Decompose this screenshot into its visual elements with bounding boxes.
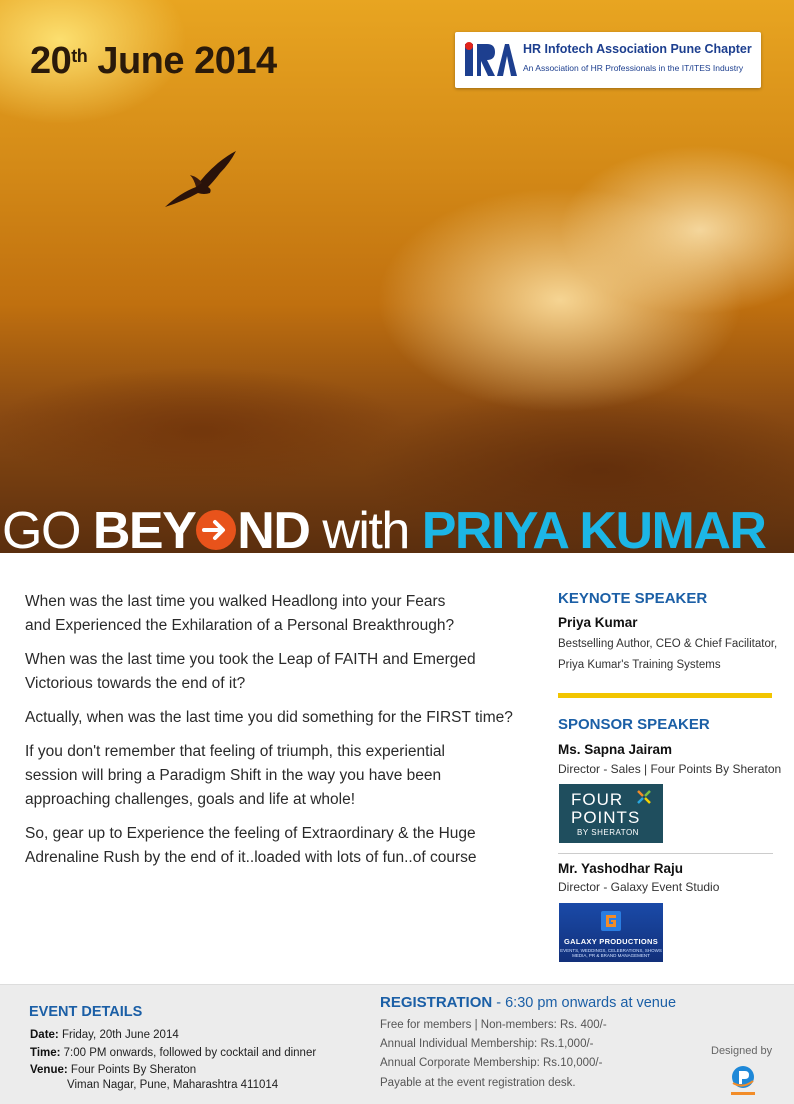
paragraph: When was the last time you walked Headlong into your Fears and Experienced the Exhilaration of a Personal Breakthrough?	[25, 593, 455, 634]
event-time-line: Time: 7:00 PM onwards, followed by cocktail and dinner	[30, 1047, 317, 1059]
paragraph: When was the last time you took the Leap of FAITH and Emerged Victorious towards the end of it?	[25, 651, 476, 692]
sponsor1-desc: Director - Sales | Four Points By Sheraton	[558, 762, 782, 776]
keynote-desc: Bestselling Author, CEO & Chief Facilitator, Priya Kumar's Training Systems	[558, 638, 778, 671]
galaxy-productions-logo: GALAXY PRODUCTIONS EVENTS, WEDDINGS, CELEBRATIONS, SHOWS MEDIA, PR & BRAND MANAGEMENT	[559, 903, 663, 962]
org-tagline: An Association of HR Professionals in the IT/ITES Industry	[523, 63, 744, 73]
event-venue-address: Viman Nagar, Pune, Maharashtra 411014	[67, 1079, 279, 1091]
four-points-logo: FOUR POINTS BY SHERATON	[559, 784, 663, 843]
divider	[558, 853, 773, 854]
event-date-line: Date: Friday, 20th June 2014	[30, 1029, 179, 1041]
persistent-logo-icon	[727, 1063, 759, 1097]
org-name: HR Infotech Association Pune Chapter	[523, 42, 752, 56]
paragraph: If you don't remember that feeling of triumph, this experiential session will bring a Paradigm Shift in the way you have been approaching challenges, goals and life at whole!	[25, 743, 445, 808]
designed-by-label: Designed by	[711, 1045, 773, 1057]
event-venue-line: Venue: Four Points By Sheraton	[30, 1064, 197, 1076]
body-text	[25, 590, 545, 880]
footer	[0, 984, 794, 1104]
registration-line: Annual Corporate Membership: Rs.10,000/-	[380, 1057, 603, 1069]
eagle-icon	[160, 145, 240, 215]
event-details-title: EVENT DETAILS	[29, 1004, 143, 1020]
arrow-circle-icon	[196, 510, 236, 550]
registration-line: Payable at the event registration desk.	[380, 1077, 576, 1089]
four-points-x-icon	[637, 790, 651, 804]
registration-line: Free for members | Non-members: Rs. 400/-	[380, 1019, 607, 1031]
registration-title: REGISTRATION - 6:30 pm onwards at venue	[380, 994, 677, 1011]
keynote-title: KEYNOTE SPEAKER	[558, 590, 708, 607]
paragraph: Actually, when was the last time you did something for the FIRST time?	[25, 709, 513, 726]
keynote-section	[558, 590, 778, 676]
registration-line: Annual Individual Membership: Rs.1,000/-	[380, 1038, 594, 1050]
sponsor2-desc: Director - Galaxy Event Studio	[558, 880, 720, 894]
sponsor2-name: Mr. Yashodhar Raju	[558, 861, 684, 876]
galaxy-g-icon	[599, 909, 623, 933]
sponsor-title: SPONSOR SPEAKER	[558, 716, 710, 733]
event-date: 20th June 2014	[30, 40, 277, 82]
org-logo-box	[455, 32, 761, 88]
sponsor1-name: Ms. Sapna Jairam	[558, 742, 673, 757]
keynote-name: Priya Kumar	[558, 615, 638, 630]
headline: GO BEY ND with PRIYA KUMAR	[2, 502, 766, 553]
paragraph: So, gear up to Experience the feeling of Extraordinary & the Huge Adrenaline Rush by the end of it..loaded with lots of fun..of course	[25, 825, 477, 866]
divider	[558, 693, 772, 698]
hria-logo-icon	[463, 40, 517, 80]
